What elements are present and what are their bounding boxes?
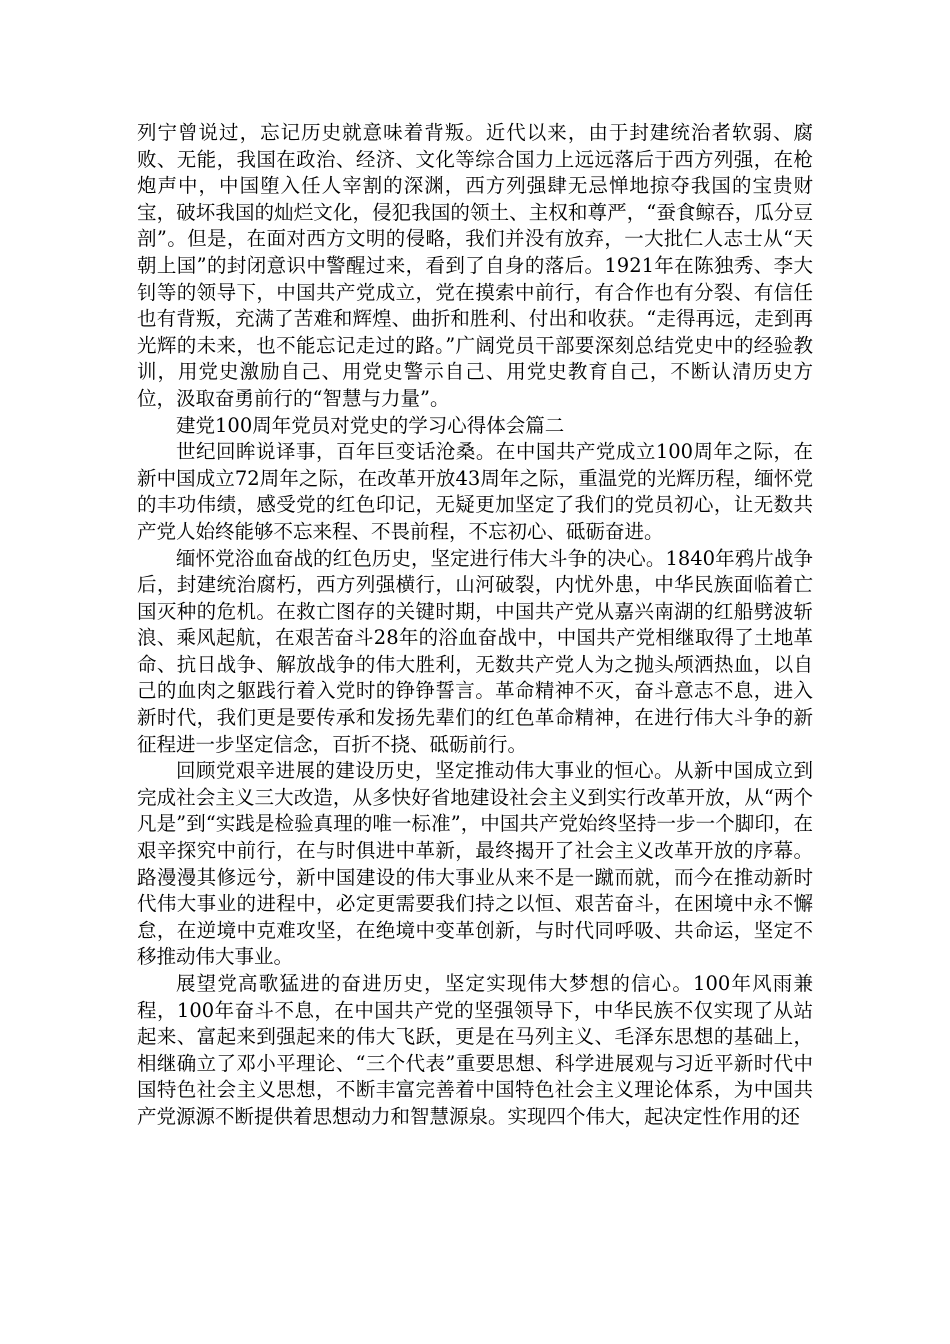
paragraph-intro: 列宁曾说过，忘记历史就意味着背叛。近代以来，由于封建统治者软弱、腐败、无能，我国在政治、经济、文化等综合国力上远远落后于西方列强，在枪炮声中，中国堕入任人宰割的深渊，西方列强肆无忌惮地掠夺我国的宝贵财宝，破坏我国的灿烂文化，侵犯我国的领土、主权和尊严，“蚕食鲸吞，瓜分豆剖”。但是，在面对西方文明的侵略，我们并没有放弃，一大批仁人志士从“天朝上国”的封闭意识中警醒过来，看到了自身的落后。1921年在陈独秀、李大钊等的领导下，中国共产党成立，党在摸索中前行，有合作也有分裂、有信任也有背叛，充满了苦难和辉煌、曲折和胜利、付出和收获。“走得再远，走到再光辉的未来，也不能忘记走过的路。”广阔党员干部要深刻总结党史中的经验教训，用党史激励自己、用党史警示自己、用党史教育自己，不断认清历史方位，汲取奋勇前行的“智慧与力量”。: [137, 121, 813, 410]
document-body: [137, 120, 813, 1131]
paragraph-3: 回顾党艰辛进展的建设历史，坚定推动伟大事业的恒心。从新中国成立到完成社会主义三大改造，从多快好省地建设社会主义到实行改革开放，从“两个凡是”到“实践是检验真理的唯一标准”，中国共产党始终坚持一步一个脚印，在艰辛探究中前行，在与时俱进中革新，最终揭开了社会主义改革开放的序幕。路漫漫其修远兮，新中国建设的伟大事业从来不是一蹴而就，而今在推动新时代伟大事业的进程中，必定更需要我们持之以恒、艰苦奋斗，在困境中永不懈怠，在逆境中克难攻坚，在绝境中变革创新，与时代同呼吸、共命运，坚定不移推动伟大事业。: [137, 759, 813, 969]
section-heading: 建党100周年党员对党史的学习心得体会篇二: [176, 413, 565, 437]
paragraph-1: 世纪回眸说译事，百年巨变话沧桑。在中国共产党成立100周年之际，在新中国成立72周年之际，在改革开放43周年之际，重温党的光辉历程，缅怀党的丰功伟绩，感受党的红色印记，无疑更加坚定了我们的党员初心，让无数共产党人始终能够不忘来程、不畏前程，不忘初心、砥砺奋进。: [137, 440, 813, 543]
paragraph-4: 展望党高歌猛进的奋进历史，坚定实现伟大梦想的信心。100年风雨兼程，100年奋斗不息，在中国共产党的坚强领导下，中华民族不仅实现了从站起来、富起来到强起来的伟大飞跃，更是在马列主义、毛泽东思想的基础上，相继确立了邓小平理论、“三个代表”重要思想、科学进展观与习近平新时代中国特色社会主义思想，不断丰富完善着中国特色社会主义理论体系，为中国共产党源源不断提供着思想动力和智慧源泉。实现四个伟大，起决定性作用的还: [137, 972, 813, 1128]
paragraph-2: 缅怀党浴血奋战的红色历史，坚定进行伟大斗争的决心。1840年鸦片战争后，封建统治腐朽，西方列强横行，山河破裂，内忧外患，中华民族面临着亡国灭种的危机。在救亡图存的关键时期，中国共产党从嘉兴南湖的红船劈波斩浪、乘风起航，在艰苦奋斗28年的浴血奋战中，中国共产党相继取得了土地革命、抗日战争、解放战争的伟大胜利，无数共产党人为之抛头颅洒热血，以自己的血肉之躯践行着入党时的铮铮誓言。革命精神不灭，奋斗意志不息，进入新时代，我们更是要传承和发扬先辈们的红色革命精神，在进行伟大斗争的新征程进一步坚定信念，百折不挠、砥砺前行。: [137, 546, 813, 756]
